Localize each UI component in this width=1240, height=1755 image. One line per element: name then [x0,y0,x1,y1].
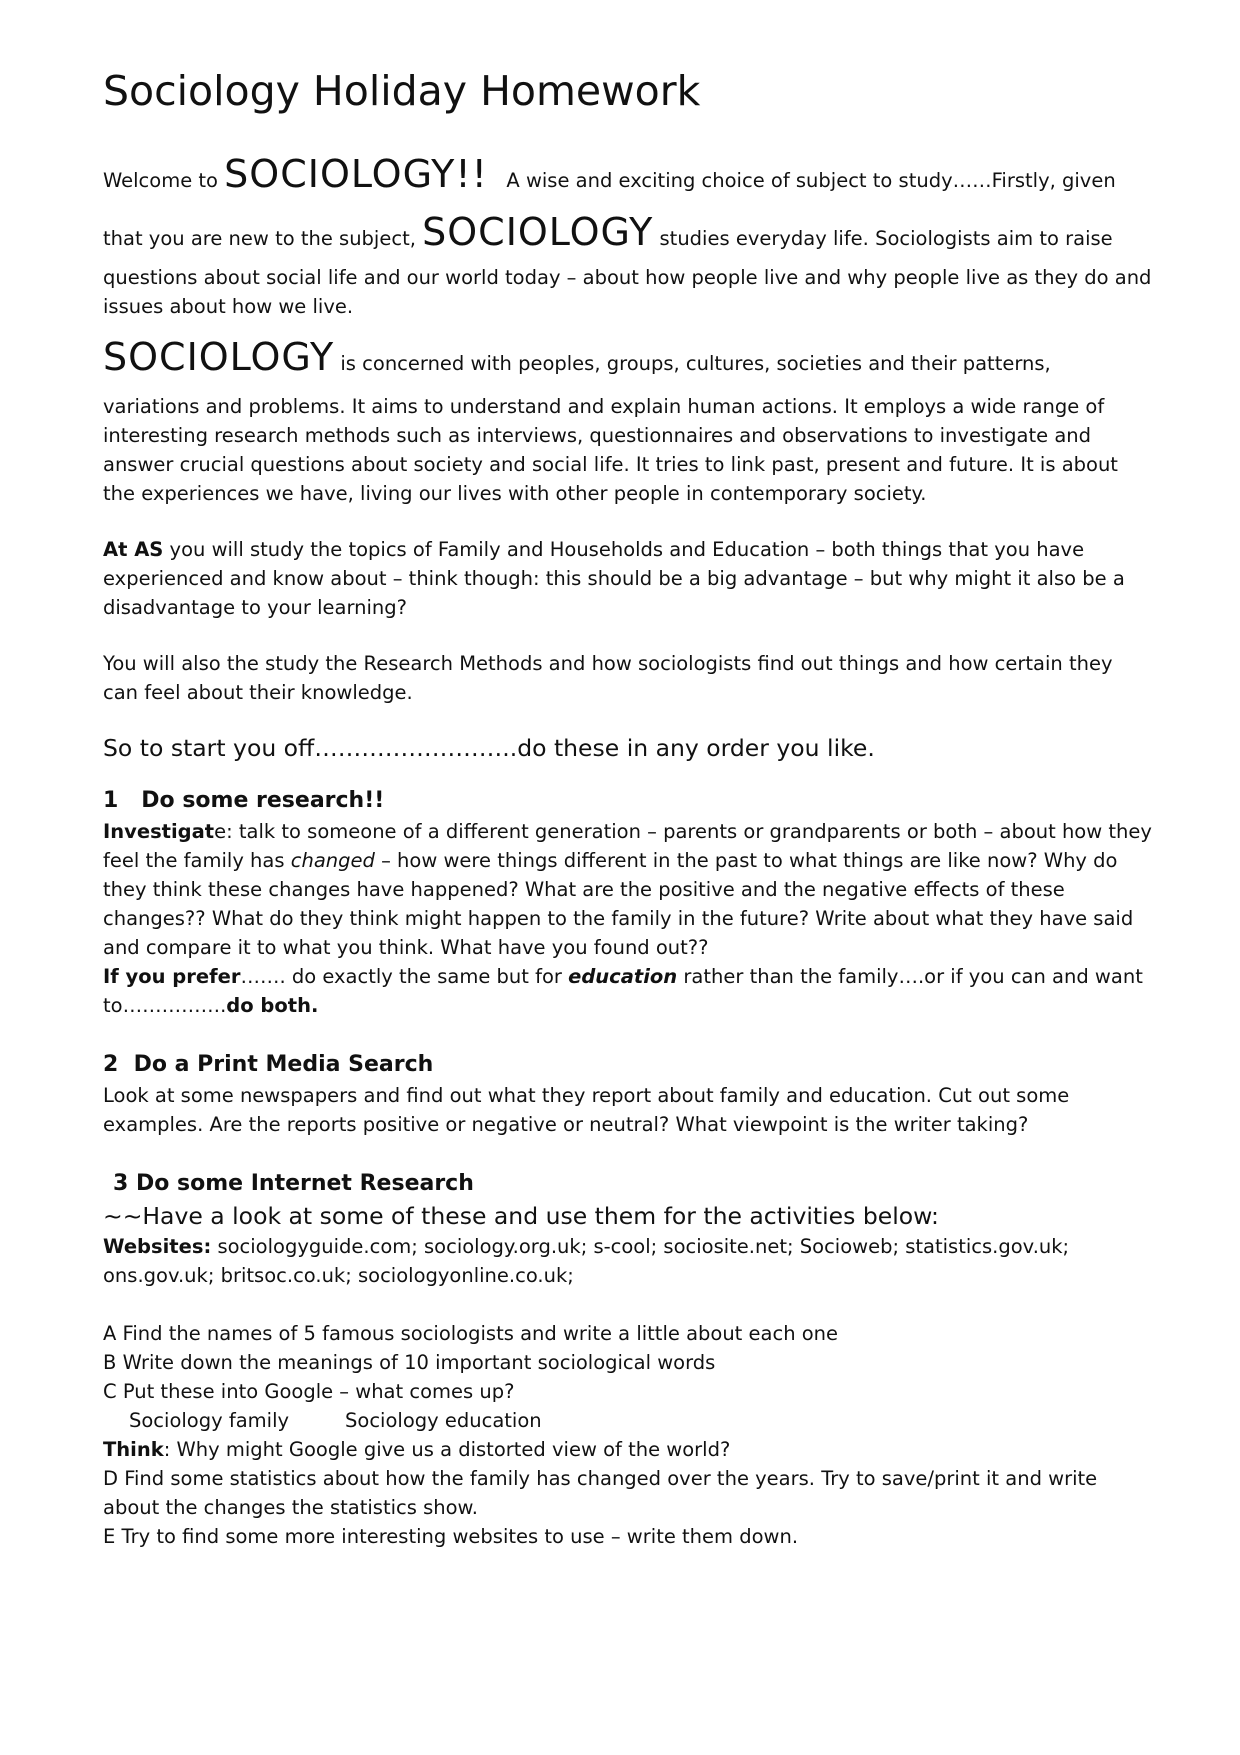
activity-e: E Try to find some more interesting websites to use – write them down. [103,1525,799,1548]
section-1-line-7 [103,991,1163,1020]
section-print-media [103,1049,1163,1139]
activity-c-terms [103,1406,1163,1435]
start-instruction: So to start you off……………………..do these in any order you like. [103,734,875,762]
search-term-education: Sociology education [345,1409,542,1432]
activity-b: B Write down the meanings of 10 important sociological words [103,1351,716,1374]
intro-line-2 [103,208,1163,263]
activity-d-line-1: D Find some statistics about how the family has changed over the years. Try to save/print it and write [103,1467,1098,1490]
para3-line-1-text: you will study the topics of Family and Households and Education – both things that you have [163,538,1085,561]
document-page [103,60,1163,1551]
sociology-description-paragraph [103,329,1163,508]
section-1-line-2 [103,846,1163,875]
do-both-label: do both. [226,994,319,1017]
websites-list-1: sociologyguide.com; sociology.org.uk; s-cool; sociosite.net; Socioweb; statistics.gov.uk; [211,1235,1070,1258]
section-1-line-1 [103,817,1163,846]
intro-paragraph [103,147,1163,321]
para2-line-4: answer crucial questions about society and social life. It tries to link past, present and future. It is about [103,453,1118,476]
para3-line-2: experienced and know about – think though: this should be a big advantage – but why might it also be a [103,567,1125,590]
if-you-prefer-label: If you prefer [103,965,241,988]
section-1-line-1-text: e: talk to someone of a different generation – parents or grandparents or both – about how they [214,820,1152,843]
section-2-line-1: Look at some newspapers and find out what they report about family and education. Cut out some [103,1084,1070,1107]
para3-line-3: disadvantage to your learning? [103,596,408,619]
section-1-line-4: changes?? What do they think might happen to the family in the future? Write about what they have said [103,907,1134,930]
intro-line-3: questions about social life and our world today – about how people live and why people live as they do and [103,266,1152,289]
para2-line-3: interesting research methods such as interviews, questionnaires and observations to investigate and [103,424,1092,447]
education-emphasis: education [568,965,678,988]
sociology-banner-2: SOCIOLOGY [422,210,654,254]
intro-after-1: A wise and exciting choice of subject to study……Firstly, given [487,169,1116,192]
section-1-line-6a: ……. do exactly the same but for [240,965,569,988]
section-2-line-2: examples. Are the reports positive or negative or neutral? What viewpoint is the writer taking? [103,1113,1029,1136]
section-1-line-2a: feel the family has [103,849,291,872]
at-as-label: At AS [103,538,164,561]
intro-welcome: Welcome to [103,169,225,192]
para4-line-2: can feel about their knowledge. [103,681,413,704]
think-label: Think [103,1438,164,1461]
think-line [103,1435,1163,1464]
para2-line-1 [103,329,1163,392]
search-term-family: Sociology family [129,1409,290,1432]
websites-line-1 [103,1232,1163,1261]
intro-before-2: that you are new to the subject, [103,227,423,250]
activity-d-line-2: about the changes the statistics show. [103,1496,478,1519]
page-title: Sociology Holiday Homework [103,67,701,115]
section-internet [103,1168,1163,1200]
intro-line-4: issues about how we live. [103,295,354,318]
section-1-line-5: and compare it to what you think. What have you found out?? [103,936,709,959]
research-methods-paragraph [103,649,1163,707]
at-as-paragraph [103,535,1163,622]
think-text: : Why might Google give us a distorted view of the world? [163,1438,731,1461]
para4-line-1: You will also the study the Research Methods and how sociologists find out things and how certain they [103,652,1113,675]
section-1-line-6b: rather than the family….or if you can and want [677,965,1143,988]
section-1-line-3: they think these changes have happened? What are the positive and the negative effects of these [103,878,1065,901]
section-research [103,785,1163,1020]
section-1-line-2b: – how were things different in the past to what things are like now? Why do [374,849,1118,872]
websites-label: Websites: [103,1235,212,1258]
section-3-heading: 3 Do some Internet Research [113,1171,474,1196]
para2-line-5: the experiences we have, living our lives with other people in contemporary society. [103,482,927,505]
intro-line-1 [103,147,1163,208]
changed-emphasis: changed [290,849,375,872]
para2-first: is concerned with peoples, groups, cultures, societies and their patterns, [334,352,1051,375]
section-internet-body [103,1200,1163,1551]
intro-after-2: studies everyday life. Sociologists aim to raise [653,227,1113,250]
section-1-heading: 1 Do some research!! [103,788,385,813]
websites-line-2: ons.gov.uk; britsoc.co.uk; sociologyonline.co.uk; [103,1264,574,1287]
sociology-banner-1: SOCIOLOGY!! [224,152,488,196]
section-1-line-7a: to……………. [103,994,227,1017]
activity-a: A Find the names of 5 famous sociologists and write a little about each one [103,1322,839,1345]
para3-line-1 [103,535,1163,564]
activity-c: C Put these into Google – what comes up? [103,1380,515,1403]
activity-list [103,1319,1163,1551]
section-2-heading: 2 Do a Print Media Search [103,1052,434,1077]
section-3-subhead: ~~Have a look at some of these and use them for the activities below: [103,1202,939,1230]
investigate-label: Investigat [103,820,215,843]
para2-line-2: variations and problems. It aims to understand and explain human actions. It employs a wide range of [103,395,1105,418]
sociology-banner-3: SOCIOLOGY [103,335,335,379]
section-1-line-6 [103,962,1163,991]
